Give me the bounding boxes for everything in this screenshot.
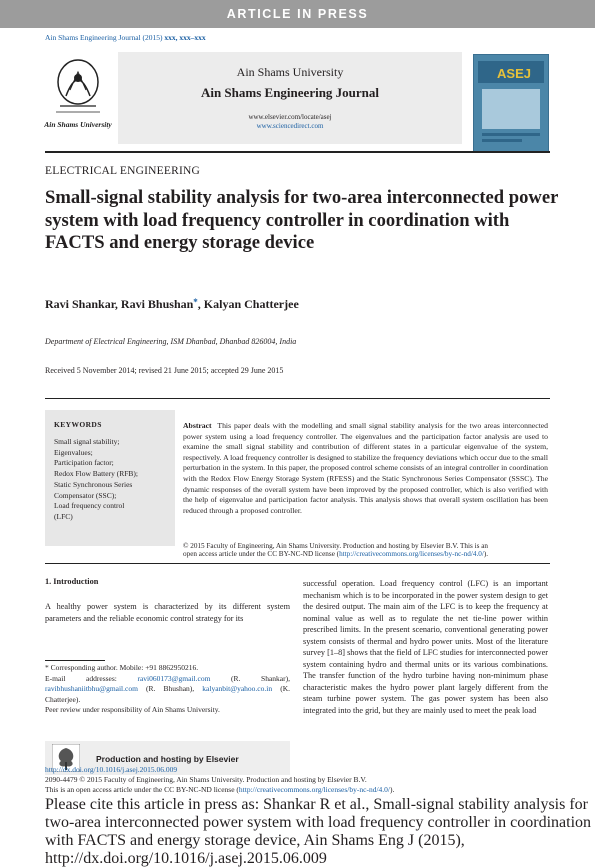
- introduction-heading: 1. Introduction: [45, 577, 99, 586]
- keyword-item: Compensator (SSC);: [54, 490, 117, 500]
- journal-links: [118, 113, 462, 131]
- cover-label: ASEJ: [497, 66, 531, 81]
- keywords-list: [54, 437, 172, 523]
- keyword-item: Eigenvalues;: [54, 447, 93, 457]
- logo-caption: Ain Shams University: [44, 120, 112, 129]
- abstract-label: Abstract: [183, 421, 212, 430]
- keyword-item: Small signal stability;: [54, 437, 120, 446]
- footnotes: [45, 663, 290, 716]
- citation-text: Please cite this article in press as: Shankar R et al., Small-signal stability analysis for two-area interconnected power system with load frequency controller in coordination with FACTS and energy storage device, Ain Shams Eng J (2015),: [45, 796, 592, 849]
- license-link[interactable]: http://creativecommons.org/licenses/by-nc-nd/4.0/: [339, 550, 484, 558]
- license-suffix: ).: [483, 550, 489, 558]
- journal-ref-volume: xxx, xxx–xxx: [164, 33, 206, 42]
- keyword-item: Participation factor;: [54, 458, 114, 468]
- email-name-bhushan: (R. Bhushan),: [137, 684, 203, 693]
- oa-prefix: This is an open access article under the CC BY-NC-ND license (: [45, 785, 239, 794]
- email-link-bhushan[interactable]: ravibhushaniitbhu@gmail.com: [45, 684, 138, 693]
- journal-ref-prefix: Ain Shams Engineering Journal (2015): [45, 33, 165, 42]
- citation-box: [45, 796, 595, 868]
- keyword-item: Static Synchronous Series: [54, 479, 133, 489]
- oa-suffix: ).: [389, 785, 395, 794]
- abstract-license: [183, 542, 553, 558]
- journal-title: Ain Shams Engineering Journal: [200, 85, 380, 100]
- elsevier-url[interactable]: www.elsevier.com/locate/asej: [248, 113, 332, 121]
- keywords-heading: KEYWORDS: [54, 420, 102, 429]
- keyword-item: (LFC): [54, 511, 73, 521]
- author-names-rest[interactable]: , Kalyan Chatterjee: [197, 297, 299, 311]
- elsevier-hosting-text: Production and hosting by Elsevier: [96, 754, 239, 764]
- citation-doi-link[interactable]: http://dx.doi.org/10.1016/j.asej.2015.06.009: [45, 850, 327, 867]
- abstract-text: This paper deals with the modelling and small signal stability analysis for the two areas interconnected power system using a load frequency controller. The eigenvalues and the participation factor analysis are used to examine the small signal stability and contribution of different states in a particular eigenvalue of the system, respectively. A load frequency controller is designed to stabilize the frequency deviations which occur due to the small perturbation in the system. In this paper, the proposed control scheme consists of an integral controller in coordination with the Redox Flow Energy Storage System (RFESS) and the Static Synchronous Series Compensator (SSSC). The dynamic responses of the overall system have been improved by the proposed controller, which is also verified with the help of eigenvalue and participation factor analysis. This analysis shows that overall system oscillation has been reduced through a proposed controller.: [183, 421, 549, 515]
- abstract: [183, 421, 548, 516]
- oa-license-link[interactable]: http://creativecommons.org/licenses/by-nc-nd/4.0/: [238, 785, 390, 794]
- author-list: [45, 297, 299, 312]
- keyword-item: Load frequency control: [54, 501, 125, 511]
- article-title: Small-signal stability analysis for two-area interconnected power system with load frequency controller in coordination with FACTS and energy storage device: [45, 187, 559, 253]
- doi-link[interactable]: http://dx.doi.org/10.1016/j.asej.2015.06.009: [45, 765, 178, 774]
- journal-cover-image: [473, 54, 549, 152]
- abstract-rule: [45, 563, 550, 564]
- abstract-copyright: © 2015 Faculty of Engineering, Ain Shams University. Production and hosting by Elsevier B.V. This is an: [183, 542, 488, 550]
- email-link-chatterjee[interactable]: kalyanbit@yahoo.co.in: [202, 684, 273, 693]
- university-name: Ain Shams University: [236, 65, 344, 79]
- email-link-shankar[interactable]: ravi060173@gmail.com: [137, 673, 211, 683]
- peer-review-note: Peer review under responsibility of Ain Shams University.: [45, 705, 220, 714]
- corresponding-author-marker[interactable]: *: [193, 297, 198, 307]
- email-label: E-mail addresses:: [45, 673, 138, 683]
- introduction-text: A healthy power system is characterized by its different system parameters and the reliable economic control strategy for its: [45, 602, 290, 623]
- footnote-rule: [45, 660, 105, 661]
- journal-reference[interactable]: [45, 33, 206, 42]
- article-in-press-banner: ARTICLE IN PRESS: [0, 0, 595, 28]
- header-rule: [45, 151, 550, 153]
- keywords-rule: [45, 398, 550, 399]
- corresponding-author-note: * Corresponding author. Mobile: +91 8862950216.: [45, 663, 199, 672]
- received-dates: Received 5 November 2014; revised 21 June 2015; accepted 29 June 2015: [45, 366, 284, 375]
- license-prefix: open access article under the CC BY-NC-ND license (: [183, 550, 340, 558]
- right-column-text: successful operation. Load frequency control (LFC) is an important mechanism which is to be incorporated in the power system design to get the desired output. The main aim of the LFC is to keep the frequency at nominal value as well as to regulate the net tie-line power within prescribed limits. In the present scenario, conventional generating power system consists of thermal and hydro power units. Most of the literature survey [1–8] shows that the field of LFC studies for interconnected power system containing hydro and thermal units or its various combinations. The transfer function of the hydro turbine having non-minimum phase characteristic makes the hydro power plant largely different from the steam turbine power system. The gas power system has been also integrated into the grid, but they are mainly used to meet the peak load: [303, 579, 548, 716]
- ain-shams-logo: [44, 54, 112, 134]
- section-heading: ELECTRICAL ENGINEERING: [45, 165, 201, 177]
- keyword-item: Redox Flow Battery (RFB);: [54, 469, 138, 479]
- open-access-line: [45, 785, 394, 794]
- email-name-chatterjee: (K. Chatterjee).: [45, 684, 290, 704]
- sciencedirect-url[interactable]: www.sciencedirect.com: [256, 122, 324, 130]
- affiliation: Department of Electrical Engineering, ISM Dhanbad, Dhanbad 826004, India: [45, 337, 297, 346]
- email-name-shankar: (R. Shankar),: [210, 673, 290, 683]
- issn-line: 2090-4479 © 2015 Faculty of Engineering, Ain Shams University. Production and hosting by Elsevier B.V.: [45, 775, 367, 784]
- author-names[interactable]: Ravi Shankar, Ravi Bhushan: [45, 297, 194, 311]
